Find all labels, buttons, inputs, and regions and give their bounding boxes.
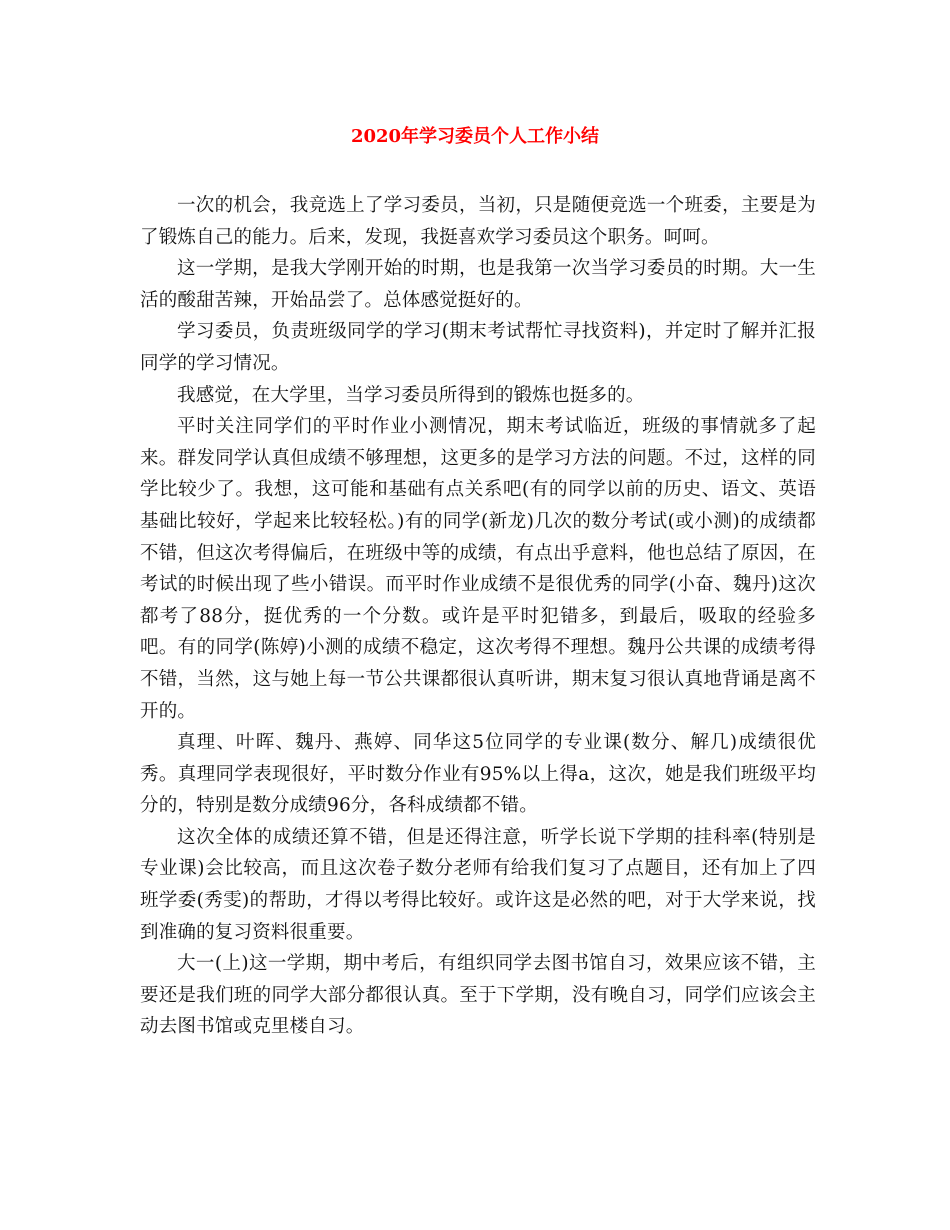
document-body	[140, 190, 816, 1043]
paragraph-3: 学习委员，负责班级同学的学习(期末考试帮忙寻找资料)，并定时了解并汇报同学的学习情况。	[140, 321, 816, 374]
paragraph-2: 这一学期，是我大学刚开始的时期，也是我第一次当学习委员的时期。大一生活的酸甜苦辣，开始品尝了。总体感觉挺好的。	[140, 258, 816, 311]
paragraph-7: 这次全体的成绩还算不错，但是还得注意，听学长说下学期的挂科率(特别是专业课)会比较高，而且这次卷子数分老师有给我们复习了点题目，还有加上了四班学委(秀雯)的帮助，才得以考得比较好。或许这是必然的吧，对于大学来说，找到准确的复习资料很重要。	[140, 826, 816, 943]
paragraph-8: 大一(上)这一学期，期中考后，有组织同学去图书馆自习，效果应该不错，主要还是我们班的同学大部分都很认真。至于下学期，没有晚自习，同学们应该会主动去图书馆或克里楼自习。	[140, 953, 816, 1038]
paragraph-4: 我感觉，在大学里，当学习委员所得到的锻炼也挺多的。	[177, 384, 645, 406]
paragraph-6: 真理、叶晖、魏丹、燕婷、同华这5位同学的专业课(数分、解几)成绩很优秀。真理同学表现很好，平时数分作业有95%以上得a，这次，她是我们班级平均分的，特别是数分成绩96分，各科成绩都不错。	[140, 732, 816, 817]
document-title: 2020年学习委员个人工作小结	[350, 126, 600, 147]
paragraph-5: 平时关注同学们的平时作业小测情况，期末考试临近，班级的事情就多了起来。群发同学认真但成绩不够理想，这更多的是学习方法的问题。不过，这样的同学比较少了。我想，这可能和基础有点关系吧(有的同学以前的历史、语文、英语基础比较好，学起来比较轻松。)有的同学(新龙)几次的数分考试(或小测)的成绩都不错，但这次考得偏后，在班级中等的成绩，有点出乎意料，他也总结了原因，在考试的时候出现了些小错误。而平时作业成绩不是很优秀的同学(小奋、魏丹)这次都考了88分，挺优秀的一个分数。或许是平时犯错多，到最后，吸取的经验多吧。有的同学(陈婷)小测的成绩不稳定，这次考得不理想。魏丹公共课的成绩考得不错，当然，这与她上每一节公共课都很认真听讲，期末复习很认真地背诵是离不开的。	[140, 416, 816, 722]
paragraph-1: 一次的机会，我竞选上了学习委员，当初，只是随便竞选一个班委，主要是为了锻炼自己的能力。后来，发现，我挺喜欢学习委员这个职务。呵呵。	[140, 195, 816, 248]
